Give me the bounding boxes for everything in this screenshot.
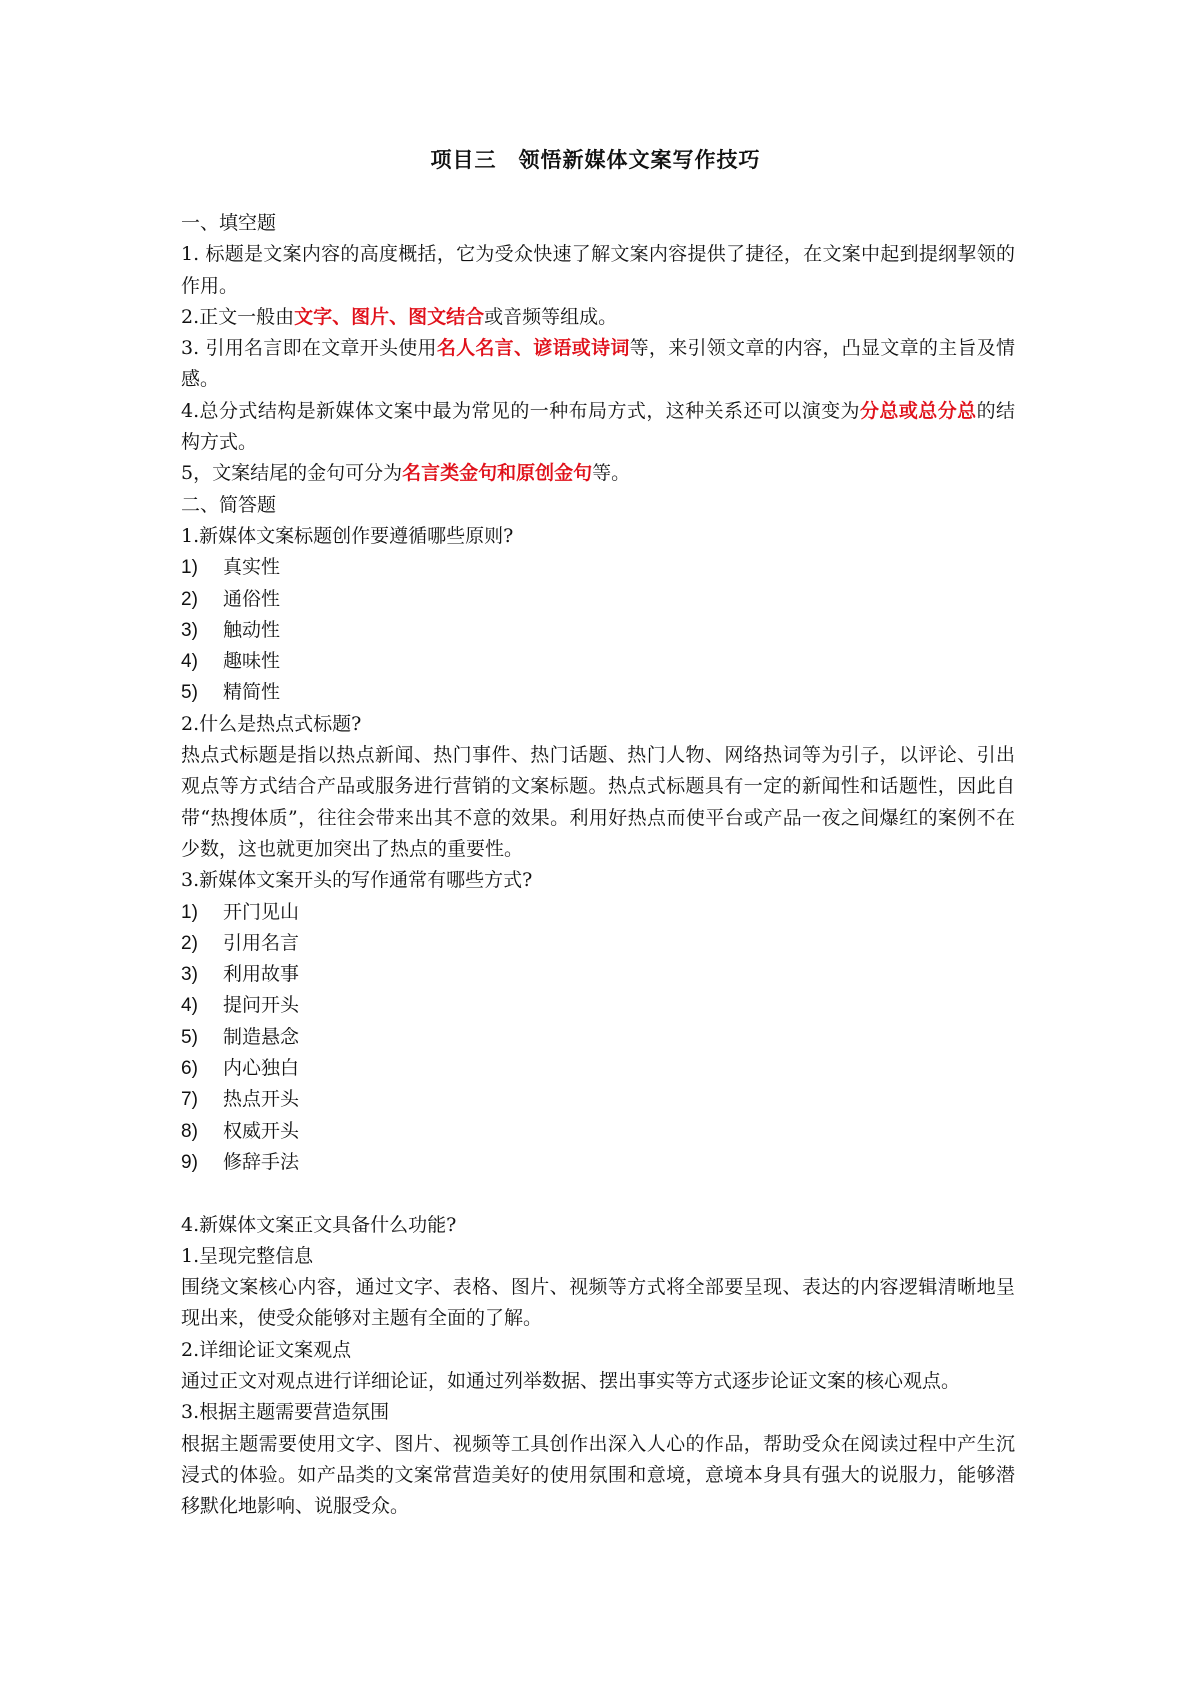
answer-highlight: 名言类金句和原创金句 <box>402 462 593 485</box>
list-item <box>181 615 1015 646</box>
question-text: 4.总分式结构是新媒体文案中最为常见的一种布局方式，这种关系还可以演变为 <box>181 399 860 422</box>
list-text: 提问开头 <box>223 994 300 1017</box>
list-item <box>181 928 1015 959</box>
question-text: 等，来引领文章的内容，凸显文章的主旨及情感。 <box>181 337 1015 391</box>
list-number: 1) <box>181 557 198 579</box>
list-item <box>181 1147 1015 1178</box>
list-number: 9) <box>181 1151 198 1173</box>
short-question-3: 3.新媒体文案开头的写作通常有哪些方式? <box>181 869 533 892</box>
list-number: 8) <box>181 1120 198 1142</box>
question-text: 的结构方式。 <box>181 399 1015 454</box>
fill-question-4 <box>181 396 1015 459</box>
point-heading: 1.呈现完整信息 <box>181 1244 314 1267</box>
list-text: 趣味性 <box>223 650 281 673</box>
answer-highlight: 名人名言、谚语或诗词 <box>436 337 630 360</box>
list-number: 2) <box>181 588 198 610</box>
short-question-4: 4.新媒体文案正文具备什么功能? <box>181 1213 457 1236</box>
answer-paragraph: 热点式标题是指以热点新闻、热门事件、热门话题、热门人物、网络热词等为引子，以评论、引出观点等方式结合产品或服务进行营销的文案标题。热点式标题具有一定的新闻性和话题性，因此自带“热搜体质”，往往会带来出其不意的效果。利用好热点而使平台或产品一夜之间爆红的案例不在少数，这也就更加突出了热点的重要性。 <box>181 744 1015 860</box>
point-paragraph: 通过正文对观点进行详细论证，如通过列举数据、摆出事实等方式逐步论证文案的核心观点。 <box>181 1369 961 1392</box>
list-text: 权威开头 <box>223 1119 300 1142</box>
list-item <box>181 897 1015 928</box>
page-title: 项目三 领悟新媒体文案写作技巧 <box>430 147 761 172</box>
list-text: 引用名言 <box>223 931 300 954</box>
list-item <box>181 552 1015 583</box>
list-item <box>181 959 1015 990</box>
point-paragraph: 根据主题需要使用文字、图片、视频等工具创作出深入人心的作品，帮助受众在阅读过程中产生沉浸式的体验。如产品类的文案常营造美好的使用氛围和意境，意境本身具有强大的说服力，能够潜移默化地影响、说服受众。 <box>181 1432 1015 1518</box>
short-question-1: 1.新媒体文案标题创作要遵循哪些原则? <box>181 524 514 547</box>
fill-question-1: 1. 标题是文案内容的高度概括，它为受众快速了解文案内容提供了捷径，在文案中起到提纲挈领的作用。 <box>181 243 1015 297</box>
point-heading: 3.根据主题需要营造氛围 <box>181 1401 390 1424</box>
list-text: 热点开头 <box>223 1088 300 1111</box>
list-item <box>181 1116 1015 1147</box>
fill-question-2 <box>181 302 1015 333</box>
list-text: 触动性 <box>223 618 281 641</box>
list-text: 通俗性 <box>223 587 281 610</box>
answer-highlight: 分总或总分总 <box>860 399 977 422</box>
document-body <box>181 208 1015 1522</box>
list-item <box>181 1084 1015 1115</box>
point-heading: 2.详细论证文案观点 <box>181 1338 352 1361</box>
fill-question-5 <box>181 458 1015 489</box>
list-text: 精简性 <box>223 681 281 704</box>
section-heading-fill-in: 一、填空题 <box>181 212 277 234</box>
list-item <box>181 677 1015 708</box>
list-text: 开门见山 <box>223 900 300 923</box>
short-question-2: 2.什么是热点式标题? <box>181 712 362 735</box>
list-number: 4) <box>181 995 198 1017</box>
list-item <box>181 990 1015 1021</box>
list-number: 3) <box>181 964 198 986</box>
list-number: 2) <box>181 932 198 954</box>
list-number: 1) <box>181 901 198 923</box>
list-text: 修辞手法 <box>223 1150 300 1173</box>
list-text: 真实性 <box>223 556 281 579</box>
question-text: 或音频等组成。 <box>484 305 618 328</box>
list-number: 5) <box>181 682 198 704</box>
list-text: 制造悬念 <box>223 1025 300 1048</box>
list-item <box>181 1022 1015 1053</box>
fill-question-3 <box>181 333 1015 396</box>
question-text: 2.正文一般由 <box>181 305 295 328</box>
section-heading-short-answer: 二、简答题 <box>181 493 277 516</box>
list-number: 5) <box>181 1026 198 1048</box>
list-number: 7) <box>181 1089 198 1111</box>
list-text: 内心独白 <box>223 1057 300 1080</box>
blank-line <box>181 1178 1015 1209</box>
question-text: 5，文案结尾的金句可分为 <box>181 462 403 485</box>
question-text: 等。 <box>592 462 631 485</box>
point-paragraph: 围绕文案核心内容，通过文字、表格、图片、视频等方式将全部要呈现、表达的内容逻辑清晰地呈现出来，使受众能够对主题有全面的了解。 <box>181 1276 1015 1330</box>
list-number: 6) <box>181 1058 198 1080</box>
answer-highlight: 文字、图片、图文结合 <box>294 305 485 328</box>
list-item <box>181 646 1015 677</box>
list-item <box>181 1053 1015 1084</box>
list-text: 利用故事 <box>223 963 300 986</box>
list-item <box>181 584 1015 615</box>
list-number: 4) <box>181 651 198 673</box>
list-number: 3) <box>181 619 198 641</box>
question-text: 3. 引用名言即在文章开头使用 <box>181 337 437 360</box>
